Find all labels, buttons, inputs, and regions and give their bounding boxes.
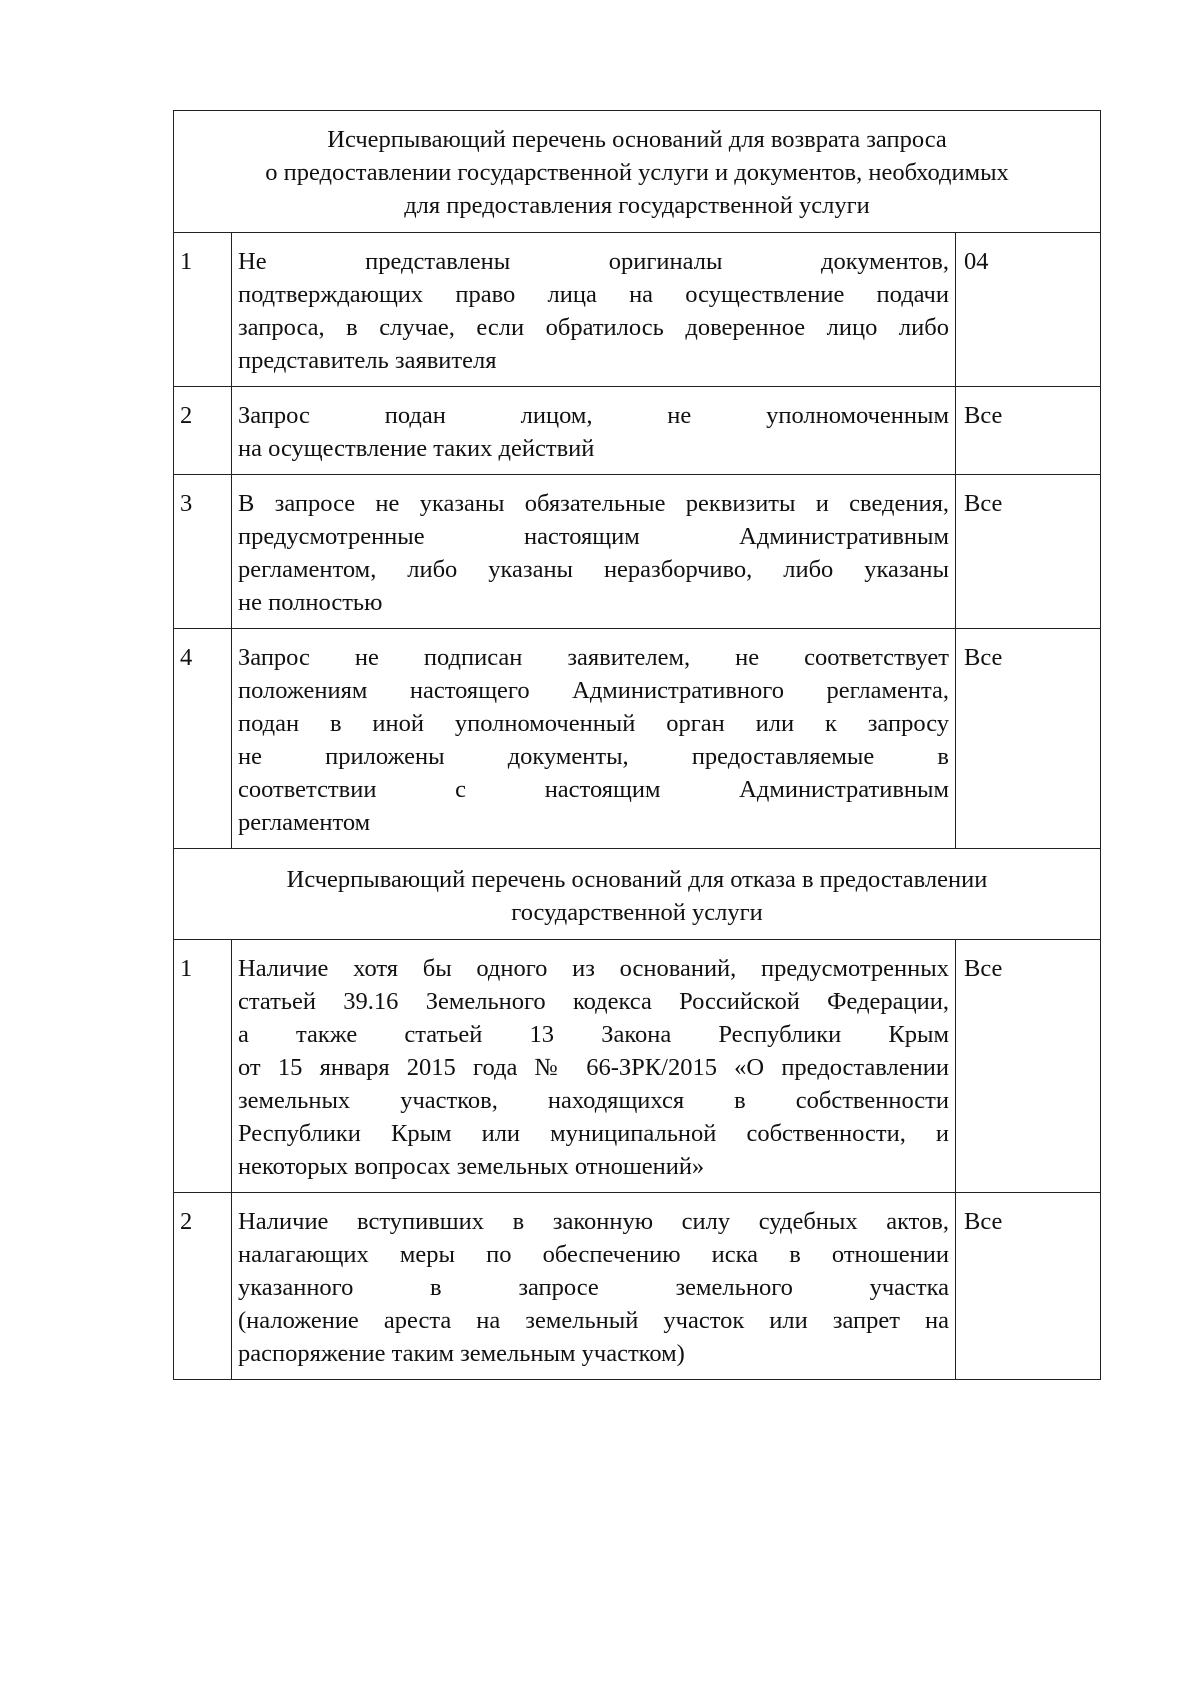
text-line: не приложены документы, предоставляемые в (238, 743, 949, 770)
row-applicability: Все (956, 1193, 1101, 1380)
row-text (232, 1193, 956, 1380)
text-line: Республики Крым или муниципальной собственности, и (238, 1120, 949, 1147)
row-text (232, 940, 956, 1193)
row-applicability: Все (956, 387, 1101, 475)
text-line: статьей 39.16 Земельного кодекса Российской Федерации, (238, 988, 949, 1015)
row-number: 4 (174, 629, 232, 849)
section-refusal-header-row (174, 849, 1101, 940)
section-title-line: о предоставлении государственной услуги и документов, необходимых (265, 159, 1009, 186)
section-title-line: Исчерпывающий перечень оснований для возврата запроса (327, 126, 947, 153)
text-line: (наложение ареста на земельный участок или запрет на (238, 1307, 949, 1334)
row-number: 1 (174, 940, 232, 1193)
section-title-line: государственной услуги (511, 899, 763, 926)
row-applicability: Все (956, 940, 1101, 1193)
row-text (232, 475, 956, 629)
text-line: а также статьей 13 Закона Республики Крым (238, 1021, 949, 1048)
text-line: представитель заявителя (238, 347, 497, 374)
table-row (174, 1193, 1101, 1380)
section-title-line: Исчерпывающий перечень оснований для отказа в предоставлении (286, 866, 988, 893)
row-number: 1 (174, 233, 232, 387)
section-return-title (174, 111, 1101, 233)
text-line: подтверждающих право лица на осуществление подачи (238, 281, 949, 308)
section-refusal-title (174, 849, 1101, 940)
text-line: Запрос подан лицом, не уполномоченным (238, 402, 949, 429)
row-text (232, 387, 956, 475)
text-line: некоторых вопросах земельных отношений» (238, 1153, 705, 1180)
text-line: соответствии с настоящим Административным (238, 776, 949, 803)
table-row (174, 940, 1101, 1193)
row-applicability: Все (956, 475, 1101, 629)
text-line: Наличие хотя бы одного из оснований, предусмотренных (238, 955, 949, 982)
table-row (174, 629, 1101, 849)
text-line: В запросе не указаны обязательные реквизиты и сведения, (238, 490, 949, 517)
section-return-header-row (174, 111, 1101, 233)
text-line: Наличие вступивших в законную силу судебных актов, (238, 1208, 949, 1235)
text-line: на осуществление таких действий (238, 435, 595, 462)
table-row (174, 233, 1101, 387)
row-number: 3 (174, 475, 232, 629)
section-title-line: для предоставления государственной услуги (404, 192, 870, 219)
text-line: предусмотренные настоящим Административным (238, 523, 949, 550)
row-number: 2 (174, 387, 232, 475)
text-line: распоряжение таким земельным участком) (238, 1340, 685, 1367)
text-line: положениям настоящего Административного регламента, (238, 677, 949, 704)
text-line: регламентом, либо указаны неразборчиво, либо указаны (238, 556, 949, 583)
text-line: от 15 января 2015 года № 66-ЗРК/2015 «О предоставлении (238, 1054, 949, 1081)
text-line: налагающих меры по обеспечению иска в отношении (238, 1241, 949, 1268)
grounds-table (173, 110, 1101, 1380)
text-line: земельных участков, находящихся в собственности (238, 1087, 949, 1114)
text-line: Запрос не подписан заявителем, не соответствует (238, 644, 949, 671)
text-line: Не представлены оригиналы документов, (238, 248, 949, 275)
text-line: подан в иной уполномоченный орган или к запросу (238, 710, 949, 737)
row-applicability: 04 (956, 233, 1101, 387)
text-line: указанного в запросе земельного участка (238, 1274, 949, 1301)
row-applicability: Все (956, 629, 1101, 849)
text-line: не полностью (238, 589, 383, 616)
row-text (232, 233, 956, 387)
text-line: запроса, в случае, если обратилось доверенное лицо либо (238, 314, 949, 341)
table-row (174, 475, 1101, 629)
text-line: регламентом (238, 809, 371, 836)
row-text (232, 629, 956, 849)
row-number: 2 (174, 1193, 232, 1380)
table-row (174, 387, 1101, 475)
